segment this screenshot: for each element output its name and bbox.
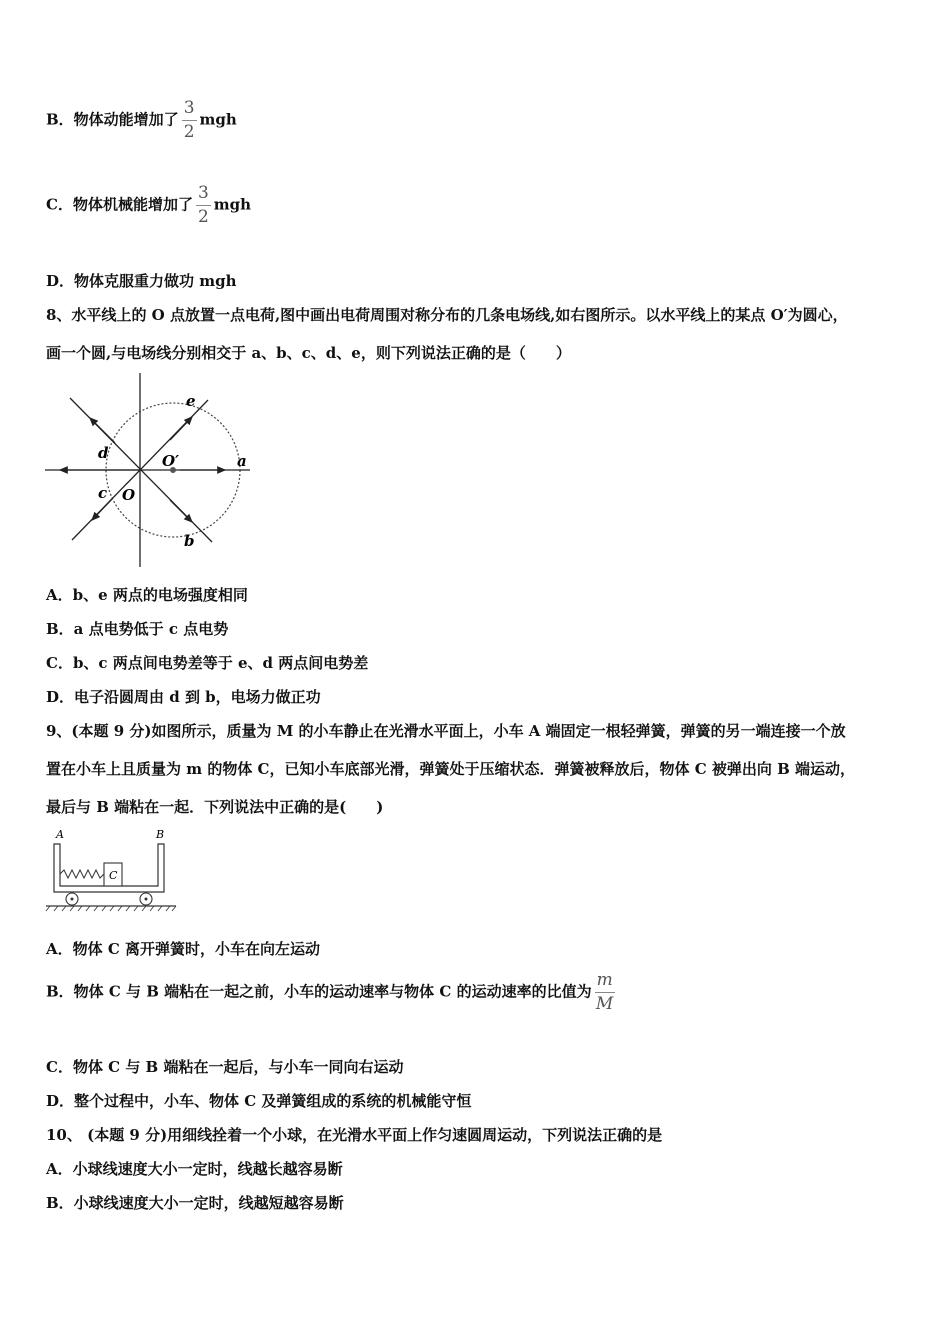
q10-stem: 10、 (本题 9 分)用细线拴着一个小球，在光滑水平面上作匀速圆周运动，下列说法正确的是: [46, 1126, 663, 1144]
label-e: e: [186, 392, 196, 410]
label-cart-b: B: [156, 828, 165, 841]
q8-option-b: B．a 点电势低于 c 点电势: [46, 620, 229, 638]
fraction-denominator: 2: [183, 122, 195, 142]
q9-stem-line-1: 9、(本题 9 分)如图所示，质量为 M 的小车静止在光滑水平面上，小车 A 端固定一根轻弹簧，弹簧的另一端连接一个放: [46, 722, 846, 740]
arrow-lower-right: [170, 500, 192, 522]
fraction-m-over-m: [595, 972, 615, 1013]
spring: [60, 870, 104, 878]
wheel-right-hub: [145, 898, 148, 901]
q8-option-c: C．b、c 两点间电势差等于 e、d 两点间电势差: [46, 654, 369, 672]
q9-option-c: C．物体 C 与 B 端粘在一起后，与小车一同向右运动: [46, 1058, 404, 1076]
label-c: c: [98, 484, 108, 502]
fraction-numerator: 3: [182, 100, 197, 121]
q7-option-b-text: B．物体动能增加了: [46, 110, 179, 129]
arrow-upper-left: [90, 418, 115, 443]
fraction-numerator: m: [595, 972, 615, 993]
electric-field-figure: [40, 370, 260, 570]
q7-option-c: [46, 185, 251, 226]
q8-stem-line-2: 画一个圆,与电场线分别相交于 a、b、c、d、e，则下列说法正确的是（ ）: [46, 344, 571, 362]
fraction-denominator: 2: [197, 207, 209, 227]
ground-hatch: [46, 906, 176, 911]
label-a: a: [237, 452, 247, 470]
label-cart-a: A: [56, 828, 64, 841]
label-o: O: [122, 486, 136, 504]
label-o-prime: O′: [162, 452, 180, 470]
arrow-upper-right: [170, 417, 192, 440]
wheel-left-hub: [71, 898, 74, 901]
q8-option-d: D．电子沿圆周由 d 到 b，电场力做正功: [46, 688, 321, 706]
label-b: b: [184, 532, 195, 550]
q9-option-a: A．物体 C 离开弹簧时，小车在向左运动: [46, 940, 321, 958]
q7-option-b-unit: mgh: [199, 110, 237, 129]
q8-option-a: A．b、e 两点的电场强度相同: [46, 586, 248, 604]
q7-option-c-text: C．物体机械能增加了: [46, 195, 193, 214]
cart-spring-figure: [44, 826, 184, 916]
q7-option-d: D．物体克服重力做功 mgh: [46, 272, 237, 290]
q10-option-b: B．小球线速度大小一定时，线越短越容易断: [46, 1194, 344, 1212]
q9-option-b-text: B．物体 C 与 B 端粘在一起之前，小车的运动速率与物体 C 的运动速率的比值为: [46, 982, 592, 1001]
q9-stem-line-3: 最后与 B 端粘在一起．下列说法中正确的是( ): [46, 798, 384, 816]
q7-option-b: [46, 100, 237, 141]
q7-option-c-unit: mgh: [213, 195, 252, 214]
label-block-c: C: [109, 869, 118, 882]
q9-option-d: D．整个过程中，小车、物体 C 及弹簧组成的系统的机械能守恒: [46, 1092, 472, 1110]
fraction-three-halves: [182, 100, 197, 141]
q10-option-a: A．小球线速度大小一定时，线越长越容易断: [46, 1160, 343, 1178]
label-d: d: [98, 444, 109, 462]
fraction-three-halves: [196, 185, 211, 226]
q8-stem-line-1: 8、水平线上的 O 点放置一点电荷,图中画出电荷周围对称分布的几条电场线,如右图所示。以水平线上的某点 O′为圆心，: [46, 306, 848, 324]
arrow-lower-left: [92, 499, 112, 520]
q9-option-b: [46, 972, 618, 1013]
fraction-denominator: M: [595, 994, 614, 1014]
fraction-numerator: 3: [196, 185, 211, 206]
q9-stem-line-2: 置在小车上且质量为 m 的物体 C，已知小车底部光滑，弹簧处于压缩状态．弹簧被释放后，物体 C 被弹出向 B 端运动，: [46, 760, 855, 778]
